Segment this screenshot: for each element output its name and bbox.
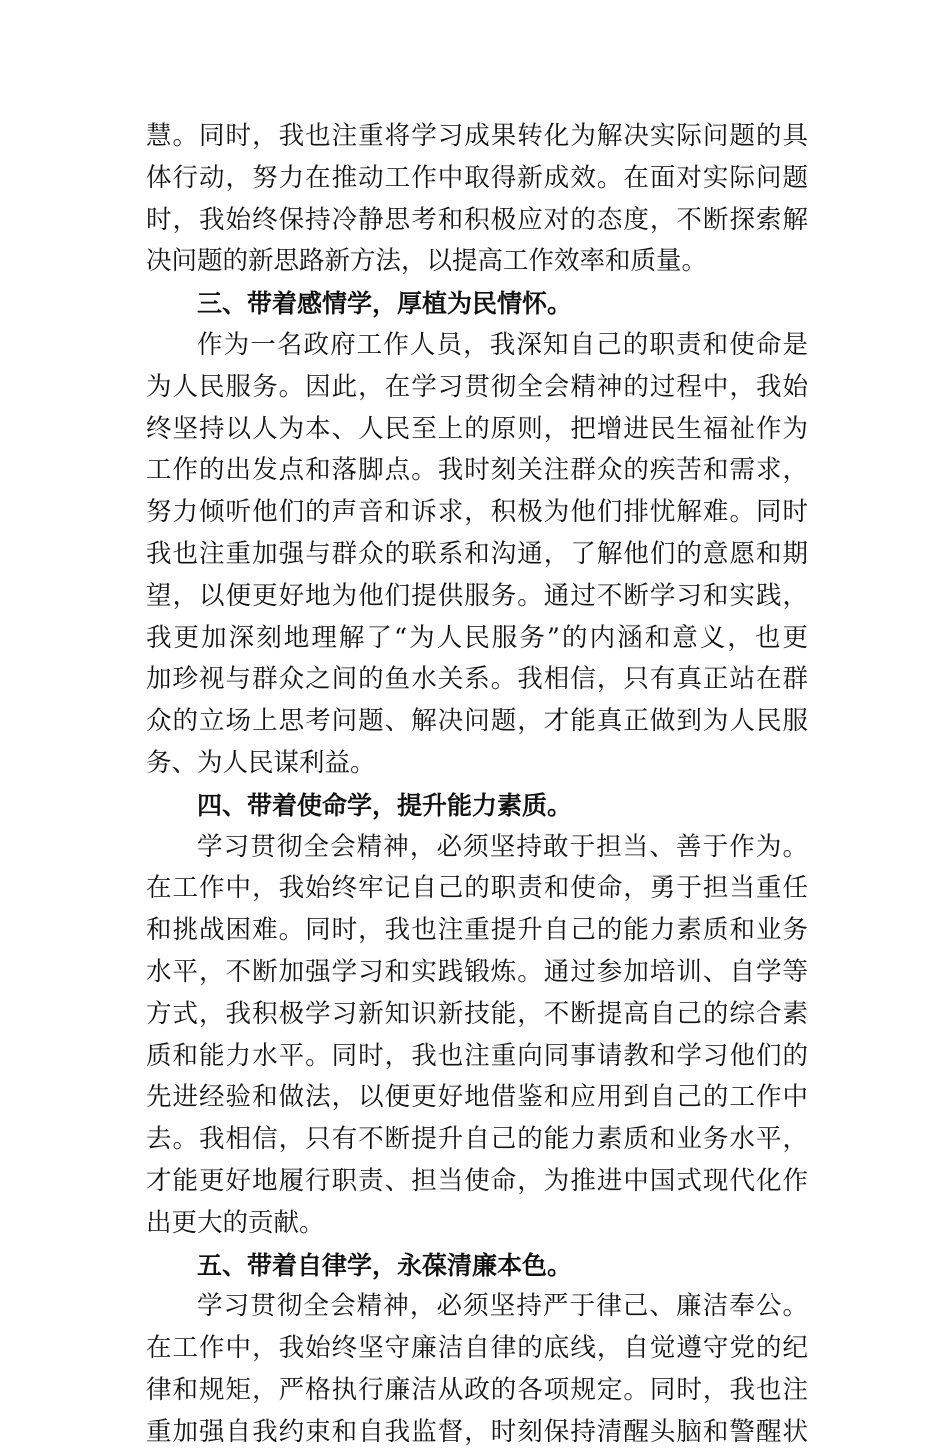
- text-line: 务、为人民谋利益。: [146, 747, 376, 778]
- text-line: 加珍视与群众之间的鱼水关系。我相信，只有真正站在群: [146, 664, 808, 695]
- text-line: 学习贯彻全会精神，必须坚持严于律己、廉洁奉公。: [197, 1291, 808, 1322]
- text-line: 和挑战困难。同时，我也注重提升自己的能力素质和业务: [146, 915, 808, 946]
- text-line: 我更加深刻地理解了“为人民服务”的内涵和意义，也更: [146, 622, 808, 653]
- text-line: 时，我始终保持冷静思考和积极应对的态度，不断探索解: [146, 204, 808, 235]
- text-line: 我也注重加强与群众的联系和沟通，了解他们的意愿和期: [146, 538, 808, 569]
- text-line: 努力倾听他们的声音和诉求，积极为他们排忧解难。同时: [146, 497, 808, 528]
- text-line: 律和规矩，严格执行廉洁从政的各项规定。同时，我也注: [146, 1374, 808, 1405]
- text-line: 才能更好地履行职责、担当使命，为推进中国式现代化作: [146, 1165, 808, 1196]
- text-line: 重加强自我约束和自我监督，时刻保持清醒头脑和警醒状: [146, 1416, 808, 1447]
- text-line: 质和能力水平。同时，我也注重向同事请教和学习他们的: [146, 1040, 808, 1071]
- section-heading: 三、带着感情学，厚植为民情怀。: [197, 289, 573, 319]
- text-line: 去。我相信，只有不断提升自己的能力素质和业务水平，: [146, 1124, 808, 1155]
- text-line: 出更大的贡献。: [146, 1207, 325, 1238]
- text-line: 体行动，努力在推动工作中取得新成效。在面对实际问题: [146, 162, 808, 193]
- text-line: 慧。同时，我也注重将学习成果转化为解决实际问题的具: [146, 121, 808, 151]
- text-line: 终坚持以人为本、人民至上的原则，把增进民生福祉作为: [146, 413, 808, 444]
- section-heading: 四、带着使命学，提升能力素质。: [197, 790, 573, 820]
- text-line: 水平，不断加强学习和实践锻炼。通过参加培训、自学等: [146, 956, 808, 987]
- text-line: 在工作中，我始终牢记自己的职责和使命，勇于担当重任: [146, 873, 808, 904]
- text-line: 方式，我积极学习新知识新技能，不断提高自己的综合素: [146, 998, 808, 1029]
- text-line: 学习贯彻全会精神，必须坚持敢于担当、善于作为。: [197, 831, 808, 862]
- text-line: 望，以便更好地为他们提供服务。通过不断学习和实践，: [146, 580, 808, 611]
- section-heading: 五、带着自律学，永葆清廉本色。: [197, 1250, 573, 1280]
- text-line: 作为一名政府工作人员，我深知自己的职责和使命是: [197, 329, 808, 360]
- text-line: 先进经验和做法，以便更好地借鉴和应用到自己的工作中: [146, 1082, 808, 1113]
- text-line: 在工作中，我始终坚守廉洁自律的底线，自觉遵守党的纪: [146, 1333, 808, 1364]
- text-line: 众的立场上思考问题、解决问题，才能真正做到为人民服: [146, 706, 808, 737]
- text-line: 决问题的新思路新方法，以提高工作效率和质量。: [146, 246, 708, 277]
- text-line: 为人民服务。因此，在学习贯彻全会精神的过程中，我始: [146, 371, 808, 402]
- text-line: 工作的出发点和落脚点。我时刻关注群众的疾苦和需求，: [146, 455, 808, 486]
- document-page: [146, 116, 808, 1454]
